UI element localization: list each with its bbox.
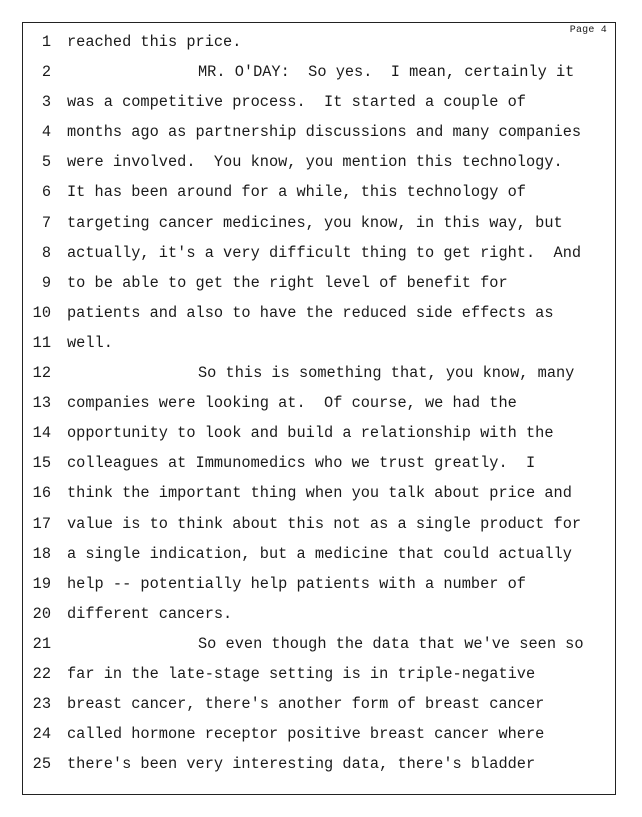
- line-text: So this is something that, you know, many: [198, 364, 575, 383]
- line-text: So even though the data that we've seen so: [198, 634, 584, 653]
- transcript-line: [23, 32, 615, 62]
- transcript-line: [23, 604, 615, 634]
- line-text: was a competitive process. It started a couple of: [67, 93, 526, 112]
- transcript-line: [23, 303, 615, 333]
- transcript-line: [23, 363, 615, 393]
- line-number: 4: [41, 123, 51, 142]
- line-text: were involved. You know, you mention this technology.: [67, 153, 563, 172]
- line-text: well.: [67, 333, 113, 352]
- line-text: value is to think about this not as a single product for: [67, 514, 582, 533]
- transcript-line: [23, 393, 615, 423]
- line-number: 10: [32, 303, 51, 322]
- line-text: actually, it's a very difficult thing to get right. And: [67, 243, 582, 262]
- line-number: 12: [32, 364, 51, 383]
- transcript-line: [23, 453, 615, 483]
- line-number: 6: [41, 183, 51, 202]
- line-number: 9: [41, 273, 51, 292]
- line-text: companies were looking at. Of course, we had the: [67, 394, 517, 413]
- line-text: colleagues at Immunomedics who we trust greatly. I: [67, 454, 536, 473]
- transcript-lines: [23, 32, 615, 784]
- page-number: Page 4: [569, 25, 607, 36]
- line-number: 15: [32, 454, 51, 473]
- line-number: 13: [32, 394, 51, 413]
- line-text: a single indication, but a medicine that could actually: [67, 544, 572, 563]
- line-number: 11: [32, 333, 51, 352]
- line-number: 23: [32, 695, 51, 714]
- line-text: to be able to get the right level of benefit for: [67, 273, 508, 292]
- transcript-line: [23, 724, 615, 754]
- line-number: 2: [41, 63, 51, 82]
- line-text: reached this price.: [67, 33, 242, 51]
- transcript-line: [23, 483, 615, 513]
- line-number: 17: [32, 514, 51, 533]
- line-number: 14: [32, 424, 51, 443]
- line-number: 1: [41, 33, 51, 51]
- transcript-line: [23, 333, 615, 363]
- line-number: 22: [32, 664, 51, 683]
- transcript-page: [22, 22, 616, 795]
- line-number: 7: [41, 213, 51, 232]
- transcript-line: [23, 152, 615, 182]
- line-text: It has been around for a while, this technology of: [67, 183, 526, 202]
- transcript-line: [23, 514, 615, 544]
- line-text: opportunity to look and build a relationship with the: [67, 424, 554, 443]
- transcript-line: [23, 273, 615, 303]
- line-number: 18: [32, 544, 51, 563]
- transcript-line: [23, 182, 615, 212]
- transcript-line: [23, 92, 615, 122]
- line-number: 8: [41, 243, 51, 262]
- line-text: help -- potentially help patients with a number of: [67, 574, 526, 593]
- transcript-line: [23, 62, 615, 92]
- transcript-line: [23, 122, 615, 152]
- line-text: MR. O'DAY: So yes. I mean, certainly it: [198, 63, 575, 82]
- transcript-line: [23, 694, 615, 724]
- line-number: 20: [32, 604, 51, 623]
- line-text: far in the late-stage setting is in triple-negative: [67, 664, 536, 683]
- transcript-line: [23, 213, 615, 243]
- line-text: months ago as partnership discussions and many companies: [67, 123, 582, 142]
- transcript-line: [23, 574, 615, 604]
- transcript-line: [23, 243, 615, 273]
- line-number: 21: [32, 634, 51, 653]
- transcript-line: [23, 664, 615, 694]
- line-number: 16: [32, 484, 51, 503]
- line-text: breast cancer, there's another form of breast cancer: [67, 695, 545, 714]
- line-number: 19: [32, 574, 51, 593]
- line-text: there's been very interesting data, there's bladder: [67, 755, 536, 774]
- line-text: targeting cancer medicines, you know, in this way, but: [67, 213, 563, 232]
- line-number: 24: [32, 725, 51, 744]
- transcript-line: [23, 544, 615, 574]
- line-text: called hormone receptor positive breast cancer where: [67, 725, 545, 744]
- transcript-line: [23, 754, 615, 784]
- transcript-line: [23, 423, 615, 453]
- line-text: think the important thing when you talk about price and: [67, 484, 572, 503]
- line-number: 5: [41, 153, 51, 172]
- line-text: different cancers.: [67, 604, 233, 623]
- line-text: patients and also to have the reduced side effects as: [67, 303, 554, 322]
- transcript-line: [23, 634, 615, 664]
- line-number: 25: [32, 755, 51, 774]
- line-number: 3: [41, 93, 51, 112]
